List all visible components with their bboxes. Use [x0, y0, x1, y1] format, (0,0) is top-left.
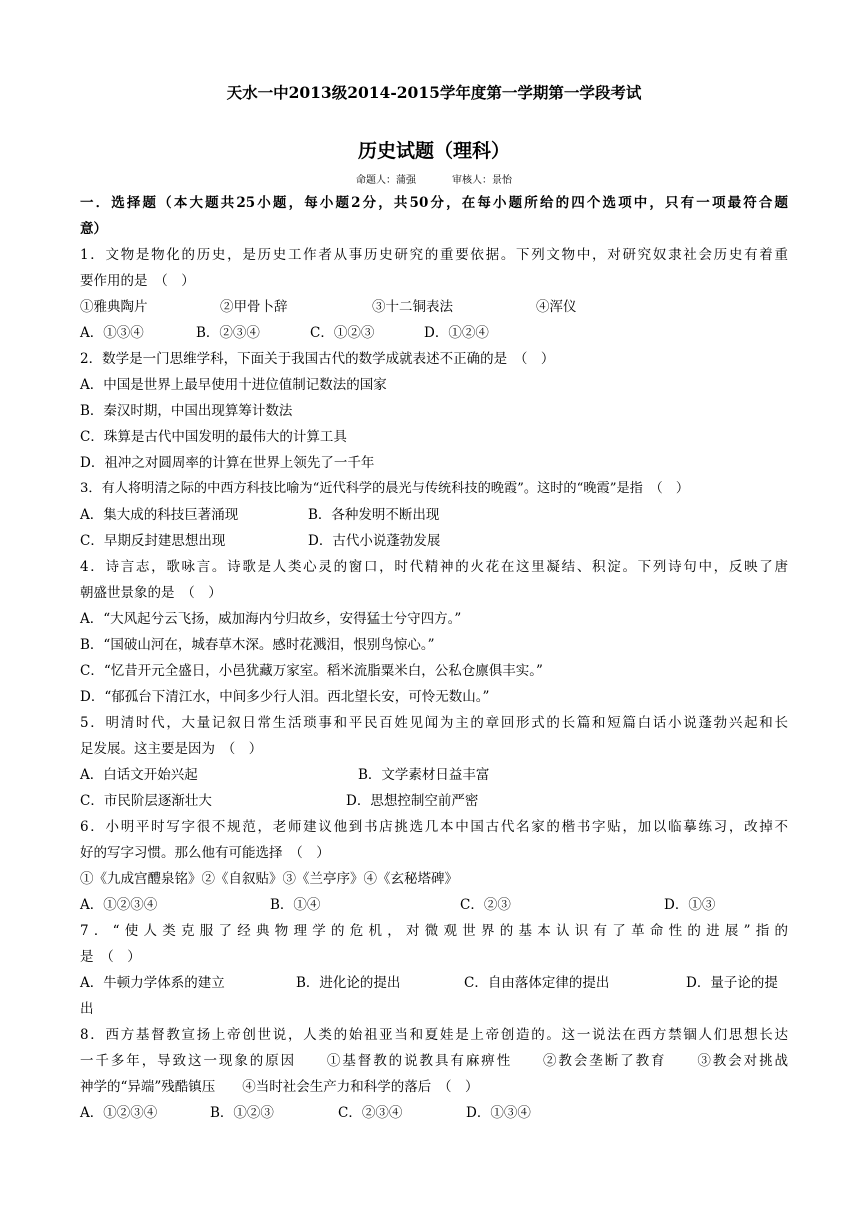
q3-options-row2 — [80, 528, 788, 554]
q4-stem: 4．诗言志，歌咏言。诗歌是人类心灵的窗口，时代精神的火花在这里凝结、积淀。下列诗句中，反映了唐 — [80, 559, 788, 575]
q7-stem-cont: 是 （ ） — [80, 949, 141, 965]
q1-option: C．①②③ — [310, 325, 375, 341]
q7-option: A．牛顿力学体系的建立 — [80, 975, 225, 991]
subject-title: 历史试题（理科） — [357, 140, 510, 162]
q8-option: B．①②③ — [210, 1105, 274, 1121]
q7-option: B．进化论的提出 — [296, 975, 401, 991]
q1-option: D．①②④ — [424, 325, 489, 341]
q6-stem-cont: 好的写字习惯。那么他有可能选择 （ ） — [80, 845, 330, 861]
q1-item: ②甲骨卜辞 — [220, 299, 288, 315]
q1-stem-cont: 要作用的是 （ ） — [80, 273, 195, 289]
q8-option: A．①②③④ — [80, 1105, 158, 1121]
q2-stem: 2．数学是一门思维学科，下面关于我国古代的数学成就表述不正确的是 （ ） — [80, 351, 555, 367]
q5-options-row1 — [80, 762, 788, 788]
q1-options — [80, 320, 788, 346]
q3-option: A．集大成的科技巨著涌现 — [80, 507, 239, 523]
authors-line — [80, 172, 788, 190]
q2-option: C．珠算是古代中国发明的最伟大的计算工具 — [80, 429, 347, 445]
q1-option: B．②③④ — [196, 325, 260, 341]
q5-stem: 5．明清时代，大量记叙日常生活琐事和平民百姓见闻为主的章回形式的长篇和短篇白话小说蓬勃兴起和长 — [80, 715, 788, 731]
q4-stem-cont: 朝盛世景象的是 （ ） — [80, 585, 222, 601]
q1-item: ④浑仪 — [536, 299, 577, 315]
q1-items — [80, 294, 788, 320]
q3-stem: 3．有人将明清之际的中西方科技比喻为“近代科学的晨光与传统科技的晚霞”。这时的“晚霞”是指 （ ） — [80, 481, 690, 496]
q2-option: B．秦汉时期，中国出现算筹计数法 — [80, 403, 293, 419]
q8-option: D．①③④ — [466, 1105, 531, 1121]
q3-option: B．各种发明不断出现 — [308, 507, 440, 523]
q3-option: D．古代小说蓬勃发展 — [308, 533, 441, 549]
exam-page — [80, 80, 788, 1126]
school-title: 天水一中2013级2014-2015学年度第一学期第一学段考试 — [226, 83, 642, 102]
q8-options — [80, 1100, 788, 1126]
q8-stem-cont: 一千多年，导致这一现象的原因 ①基督教的说教具有麻痹性 ②教会垄断了教育 ③教会对挑战 — [80, 1053, 788, 1069]
q1-item: ③十二铜表法 — [372, 299, 453, 315]
q6-option: B．①④ — [270, 897, 321, 913]
q4-option: C．“忆昔开元全盛日，小邑犹藏万家室。稻米流脂粟米白，公私仓廪俱丰实。” — [80, 663, 543, 679]
q5-option: A．白话文开始兴起 — [80, 767, 198, 783]
q6-items: ①《九成宫醴泉铭》②《自叙贴》③《兰亭序》④《玄秘塔碑》 — [80, 871, 458, 887]
q6-option: C．②③ — [460, 897, 511, 913]
reviewer: 审核人：景怡 — [452, 175, 512, 186]
q2-option: A．中国是世界上最早使用十进位值制记数法的国家 — [80, 377, 387, 393]
q2-option: D．祖冲之对圆周率的计算在世界上领先了一千年 — [80, 455, 375, 471]
q5-option: D．思想控制空前严密 — [346, 793, 479, 809]
author: 命题人：蒲强 — [356, 175, 416, 186]
q6-options — [80, 892, 788, 918]
q4-option: D．“郁孤台下清江水，中间多少行人泪。西北望长安，可怜无数山。” — [80, 689, 490, 705]
q3-options-row1 — [80, 502, 788, 528]
q7-option-wrap: 出 — [80, 1001, 94, 1017]
q5-options-row2 — [80, 788, 788, 814]
q6-option: A．①②③④ — [80, 897, 158, 913]
q1-stem: 1．文物是物化的历史，是历史工作者从事历史研究的重要依据。下列文物中，对研究奴隶社会历史有着重 — [80, 247, 788, 263]
q7-option: C．自由落体定律的提出 — [464, 975, 610, 991]
q5-stem-cont: 足发展。这主要是因为 （ ） — [80, 741, 263, 757]
q8-option: C．②③④ — [338, 1105, 403, 1121]
q6-stem: 6．小明平时写字很不规范，老师建议他到书店挑选几本中国古代名家的楷书字贴，加以临摹练习，改掉不 — [80, 819, 788, 835]
q8-stem-cont2: 神学的“异端”残酷镇压 ④当时社会生产力和科学的落后 （ ） — [80, 1079, 479, 1095]
section-title-cont: 意） — [80, 221, 107, 237]
q4-option: A．“大风起兮云飞扬，威加海内兮归故乡，安得猛士兮守四方。” — [80, 611, 462, 627]
q3-option: C．早期反封建思想出现 — [80, 533, 226, 549]
section-title: 一．选择题（本大题共25小题，每小题2分，共50分，在每小题所给的四个选项中，只有一项最符合题 — [80, 195, 788, 211]
q7-options — [80, 970, 788, 996]
q6-option: D．①③ — [664, 897, 716, 913]
q4-option: B．“国破山河在，城春草木深。感时花溅泪，恨别鸟惊心。” — [80, 637, 435, 653]
q8-stem: 8．西方基督教宣扬上帝创世说，人类的始祖亚当和夏娃是上帝创造的。这一说法在西方禁锢人们思想长达 — [80, 1027, 788, 1043]
q5-option: C．市民阶层逐渐壮大 — [80, 793, 212, 809]
q1-item: ①雅典陶片 — [80, 299, 148, 315]
q5-option: B．文学素材日益丰富 — [358, 767, 490, 783]
q1-option: A．①③④ — [80, 325, 144, 341]
q7-option: D．量子论的提 — [686, 975, 778, 991]
q7-stem: 7．“使人类克服了经典物理学的危机，对微观世界的基本认识有了革命性的进展”指的 — [80, 923, 788, 939]
